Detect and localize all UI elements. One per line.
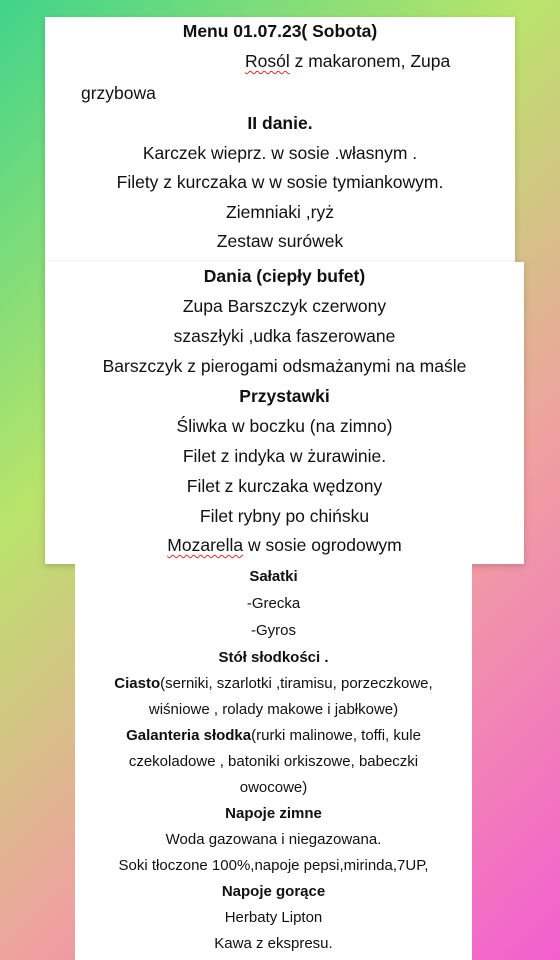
main-item: Karczek wieprz. w sosie .własnym . bbox=[142, 143, 418, 163]
salads-item: -Gyros bbox=[251, 622, 296, 639]
buffet-item: Barszczyk z pierogami odsmażanymi na maśle bbox=[102, 356, 467, 376]
cold-drinks-item: Woda gazowana i niegazowana. bbox=[165, 831, 382, 848]
buffet-item: Zupa Barszczyk czerwony bbox=[182, 296, 387, 316]
soup-word: Rosól bbox=[245, 51, 290, 71]
cake-label: Ciasto bbox=[114, 675, 161, 692]
starters-heading: Przystawki bbox=[239, 386, 330, 406]
cake-text: (serniki, szarlotki ,tiramisu, porzeczkowe, bbox=[160, 675, 433, 692]
starters-item: Śliwka w boczku (na zimno) bbox=[176, 416, 393, 436]
sweets-heading: Stół słodkości . bbox=[218, 649, 329, 666]
cake-line-2: wiśniowe , rolady makowe i jabłkowe) bbox=[148, 701, 399, 718]
cold-drinks-item: Soki tłoczone 100%,napoje pepsi,mirinda,7UP, bbox=[118, 857, 429, 874]
hot-drinks-heading: Napoje gorące bbox=[221, 883, 326, 900]
mozarella-word: Mozarella bbox=[167, 535, 244, 555]
hot-drinks-item: Herbaty Lipton bbox=[224, 909, 323, 926]
starters-item-last bbox=[45, 535, 524, 556]
hot-drinks-item: Kawa z ekspresu. bbox=[214, 935, 333, 952]
starters-item: Filet z indyka w żurawinie. bbox=[182, 446, 387, 466]
menu-sheet-bottom bbox=[75, 564, 472, 960]
main-heading: II danie. bbox=[247, 113, 313, 133]
salads-heading: Sałatki bbox=[249, 568, 298, 585]
menu-sheet-top bbox=[45, 17, 515, 262]
starters-item: Filet rybny po chińsku bbox=[199, 506, 370, 526]
menu-title: Menu 01.07.23( Sobota) bbox=[182, 21, 378, 41]
main-item: Filety z kurczaka w w sosie tymiankowym. bbox=[116, 172, 444, 192]
galanteria-line-2: czekoladowe , batoniki orkiszowe, babeczki bbox=[128, 753, 419, 770]
menu-sheet-middle bbox=[45, 262, 524, 564]
galanteria-text: (rurki malinowe, toffi, kule bbox=[251, 727, 421, 744]
cold-drinks-heading: Napoje zimne bbox=[225, 805, 322, 822]
soup-line-1 bbox=[245, 51, 450, 72]
buffet-heading: Dania (ciepły bufet) bbox=[203, 266, 366, 286]
galanteria-line-1 bbox=[75, 727, 472, 744]
soup-rest: z makaronem, Zupa bbox=[289, 51, 451, 71]
cake-line-1 bbox=[75, 675, 472, 692]
galanteria-label: Galanteria słodka bbox=[126, 727, 252, 744]
galanteria-line-3: owocowe) bbox=[239, 779, 308, 796]
mozarella-rest: w sosie ogrodowym bbox=[243, 535, 402, 555]
soup-line-2: grzybowa bbox=[81, 83, 156, 103]
salads-item: -Grecka bbox=[246, 595, 301, 612]
main-item: Ziemniaki ,ryż bbox=[226, 202, 334, 222]
main-item: Zestaw surówek bbox=[216, 231, 344, 251]
starters-item: Filet z kurczaka wędzony bbox=[186, 476, 383, 496]
buffet-item: szaszłyki ,udka faszerowane bbox=[173, 326, 396, 346]
